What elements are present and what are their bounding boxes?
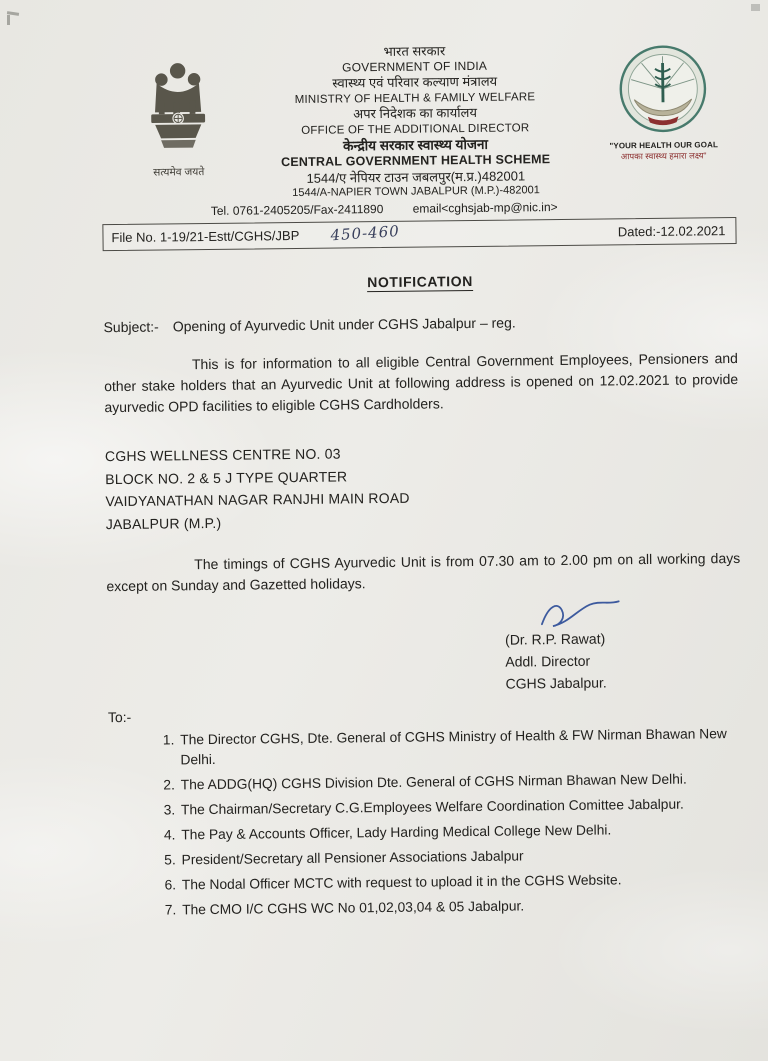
distribution-list: [108, 724, 744, 921]
address-line: BLOCK NO. 2 & 5 J TYPE QUARTER: [105, 468, 348, 487]
org-line-hi-1: भारत सरकार: [383, 43, 446, 59]
signature-block: [505, 594, 676, 695]
facility-address: [105, 438, 740, 535]
distribution-label: To:-: [107, 709, 132, 726]
signatory-designation: Addl. Director: [505, 652, 591, 670]
notification-title: NOTIFICATION: [367, 273, 473, 291]
logo-motto-hindi: आपका स्वास्थ्य हमारा लक्ष्य": [620, 150, 707, 162]
national-emblem-icon: [144, 58, 211, 159]
logo-column: [608, 38, 717, 162]
org-line-hi-4: केन्द्रीय सरकार स्वास्थ्य योजना: [342, 137, 489, 154]
address-line: JABALPUR (M.P.): [105, 514, 222, 532]
cghs-logo-icon: [618, 44, 707, 133]
email-address: email<cghsjab-mp@nic.in>: [412, 200, 558, 216]
subject-line: [103, 312, 737, 335]
org-line-hi-2: स्वास्थ्य एवं परिवार कल्याण मंत्रालय: [332, 74, 498, 92]
tel-fax: Tel. 0761-2405205/Fax-2411890: [210, 202, 384, 219]
signatory-name: (Dr. R.P. Rawat): [505, 630, 606, 648]
file-number: File No. 1-19/21-Estt/CGHS/JBP: [111, 228, 300, 246]
distribution-item: 3. The Chairman/Secretary C.G.Employees Welfare Coordination Comittee Jabalpur.: [179, 794, 743, 820]
emblem-column: [134, 44, 222, 180]
logo-motto-english: "YOUR HEALTH OUR GOAL: [609, 140, 718, 151]
letter-date: Dated:-12.02.2021: [617, 222, 726, 240]
distribution-item: 6. The Nodal Officer MCTC with request to upload it in the CGHS Website.: [180, 869, 744, 895]
title-row: [103, 270, 737, 295]
address-line: VAIDYANATHAN NAGAR RANJHI MAIN ROAD: [105, 489, 410, 510]
distribution-item: 1. The Director CGHS, Dte. General of CGHS Ministry of Health & FW Nirman Bhawan New Delhi.: [178, 724, 742, 770]
handwritten-dispatch-number: 450-460: [330, 222, 401, 245]
org-line-en-1: GOVERNMENT OF INDIA: [342, 59, 488, 75]
org-line-hi-3: अपर निदेशक का कार्यालय: [353, 105, 478, 122]
signatory-office: CGHS Jabalpur.: [505, 674, 607, 692]
emblem-motto: सत्यमेव जयते: [153, 166, 205, 179]
distribution-item: 7. The CMO I/C CGHS WC No 01,02,03,04 & 05 Jabalpur.: [180, 894, 744, 920]
address-line: CGHS WELLNESS CENTRE NO. 03: [104, 445, 341, 465]
office-address-hindi: 1544/ए नेपियर टाउन जबलपुर(म.प्र.)482001: [306, 168, 526, 186]
timings-paragraph: The timings of CGHS Ayurvedic Unit is from 07.30 am to 2.00 pm on all working days except on Sunday and Gazetted holidays.: [106, 549, 741, 594]
office-address-english: 1544/A-NAPIER TOWN JABALPUR (M.P.)-482001: [292, 184, 540, 200]
org-line-en-4: CENTRAL GOVERNMENT HEALTH SCHEME: [281, 152, 551, 170]
org-block: [220, 39, 610, 202]
distribution-item: 2. The ADDG(HQ) CGHS Division Dte. General of CGHS Nirman Bhawan New Delhi.: [179, 769, 743, 795]
org-line-en-3: OFFICE OF THE ADDITIONAL DIRECTOR: [301, 122, 530, 137]
file-number-group: [111, 222, 401, 246]
distribution-item: 5. President/Secretary all Pensioner Associations Jabalpur: [179, 844, 743, 870]
subject-label: Subject:-: [103, 318, 159, 336]
body-paragraph-1: This is for information to all eligible Central Government Employees, Pensioners and other stake holders that an Ayurvedic Unit at following address is opened on 12.02.2021 to provide ayurvedic OPD facilities to eligible CGHS Cardholders.: [104, 350, 739, 415]
org-line-en-2: MINISTRY OF HEALTH & FAMILY WELFARE: [294, 91, 536, 106]
file-number-bar: [102, 217, 736, 251]
distribution-item: 4. The Pay & Accounts Officer, Lady Harding Medical College New Delhi.: [179, 819, 743, 845]
letterhead: [100, 38, 736, 203]
subject-text: Opening of Ayurvedic Unit under CGHS Jabalpur – reg.: [172, 314, 516, 335]
